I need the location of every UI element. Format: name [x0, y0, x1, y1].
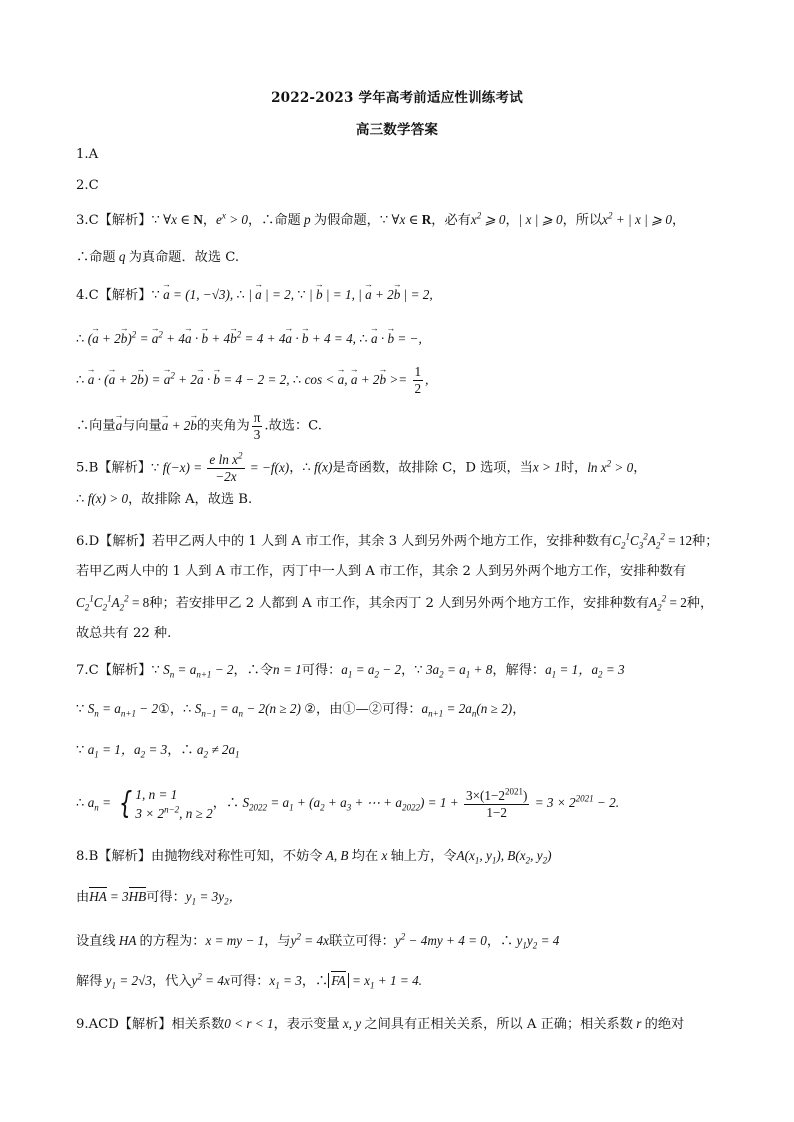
math-expr: $A_2^2 = 2$ [649, 593, 687, 613]
analysis-tag: 【解析】 [98, 213, 152, 228]
math-expr: $y^2 - 4my + 4 = 0$，∴ $y_1y_2 = 4$ [394, 931, 560, 951]
answer-8-line-4: 解得 $y_1 = 2√3$，代入$y^2 = 4x$可得：$x_1 = 3$，∴ FA = $x_1 + 1 = 4$. [76, 971, 422, 991]
answer-7-label: 7.C [76, 663, 99, 678]
math-expr: HA = 3HB [89, 889, 147, 904]
math-expr: $a_1 = 1$，$a_2 = 3$ [545, 662, 625, 680]
math-expr: ∴ f(x) [302, 459, 333, 475]
document-subtitle: 高三数学答案 [355, 122, 439, 138]
math-expr: A, B [322, 848, 352, 863]
answer-8-line-1: 8.B【解析】由抛物线对称性可知，不妨令 A, B 均在 x 轴上方，令$A(x_1$, $y_1$), $B(x_2$, $y_2$) [76, 848, 552, 866]
math-expr: x, y [339, 1016, 365, 1031]
answer-4-line-2 [76, 330, 422, 349]
answer-4-line-4: ∴向量→ a与向量→ a + 2→ b的夹角为 $\frac{\pi}{3}$ .故选：C. [76, 410, 322, 443]
math-expr: p [300, 212, 314, 227]
answer-7-line-1: 7.C【解析】∵ $S_n = a_{n+1} - 2$，∴令n = 1可得：$a_1 = a_2 - 2$，∵ $3a_2 = a_1 + 8$，解得：$a_1 = 1$，$a_2 = 3$ [76, 662, 625, 680]
math-expr: ∵ f(−x) = $\frac{e \ln x^2}{-2x}$ = −f(x) [151, 450, 290, 484]
answer-4-label: 4.C [76, 288, 99, 303]
answer-5-line-1: 5.B【解析】∵ f(−x) = $\frac{e \ln x^2}{-2x}$ = −f(x)，∴ f(x)是奇函数，故排除 C，D 选项，当x > 1时，$\ln x^2 > 0$， [76, 450, 647, 484]
answer-9-line-1: 9.ACD【解析】相关系数0 < r < 1，表示变量 x, y 之间具有正相关关系，所以 A 正确；相关系数 r 的绝对 [76, 1016, 685, 1032]
math-expr: r [632, 1016, 645, 1031]
math-expr: $y_1 = 3y_2$， [185, 889, 242, 907]
math-expr: FA = $x_1 + 1 = 4$. [328, 973, 422, 988]
math-expr: $\ln x^2 > 0$ [587, 458, 634, 475]
math-expr: $x_1 = 3$ [269, 973, 302, 991]
math-expr: $y_1 = 2√3$ [102, 973, 152, 991]
math-expr: $x^2$ ⩾ 0 [470, 210, 506, 227]
math-expr: 0 < r < 1 [224, 1016, 274, 1031]
math-expr: ∴ $a_n$ = { 1, n = 1 $3 \times 2^{n-2}$, n ≥ 2，∴ $S_{2022} = a_1 + (a_2 + a_3$ + ⋯ + $a_{2022}) = 1$ + $\frac{3\times(1-2^{2021})}{1-2}$ = $3 \times 2^{2021} - 2$. [76, 786, 620, 821]
math-expr: $\frac{\pi}{3}$ [253, 410, 261, 442]
math-expr: q [115, 249, 129, 264]
math-expr: $y^2 = 4x$ [191, 971, 230, 988]
math-expr: ∴ (→ a + 2→ b)$^2$ = → $a^2 + 4\to a$ · → $b + 4\to b^2 = 4 + 4\to a$ · → b + 4 = 4, ∴ → a · → b = −, [76, 331, 422, 346]
answer-9-label: 9.ACD [76, 1017, 119, 1032]
answer-6-label: 6.D [76, 534, 100, 549]
analysis-tag: 【解析】 [99, 534, 152, 549]
math-expr: $a_1 = a_2 - 2$ [341, 662, 402, 680]
math-expr: ∵ → a = (1, −√3), ∴ | → a | = 2, ∵ | → b | = 1, | → a + 2→ b | = 2, [151, 287, 432, 302]
math-expr: $x^2$ + | x | ⩾ 0 [602, 210, 672, 227]
math-expr: $y^2 = 4x$ [290, 931, 329, 948]
answer-8-label: 8.B [76, 849, 99, 864]
analysis-tag: 【解析】 [118, 1017, 172, 1032]
math-expr: n = 1 [273, 662, 302, 677]
analysis-tag: 【解析】 [98, 288, 152, 303]
math-expr: ∵ $3a_2 = a_1 + 8$ [414, 662, 493, 680]
math-expr: $A(x_1$, $y_1$), $B(x_2$, $y_2$) [456, 848, 552, 866]
analysis-tag: 【解析】 [98, 849, 152, 864]
math-expr: $a_{n+1} = 2a_n(n \ge 2)$ [421, 701, 513, 719]
answer-5-label: 5.B [76, 460, 99, 476]
math-expr: ∵ $S_n = a_{n+1}$ − 2①，∴ $S_{n-1} = a_n - 2(n \ge 2)$ ② [76, 701, 317, 719]
math-expr: ∴ → a · (→ a + 2→ b) = → $a^2 + 2\to a$ · → b = 4 − 2 = 2, ∴ cos < → a, → a + 2→ b >= $\frac{1}{2}$ , [76, 372, 428, 387]
answer-7-line-2: ∵ $S_n = a_{n+1}$ − 2①，∴ $S_{n-1} = a_n - 2(n \ge 2)$ ②，由①—②可得：$a_{n+1} = 2a_n(n \ge 2)$， [76, 701, 526, 719]
answer-6-line-2: 若甲乙两人中的 1 人到 A 市工作，丙丁中一人到 A 市工作，其余 2 人到另外两个地方工作，安排种数有 [76, 564, 687, 579]
math-expr: ∴ f(x) > 0 [76, 491, 129, 506]
answer-1: 1.A [76, 147, 99, 162]
answer-4-line-3 [76, 364, 428, 397]
analysis-tag: 【解析】 [98, 460, 152, 476]
answer-3-line-1: 3.C【解析】∵ ∀x ∈ N，$e^x > 0$，∴命题 p 为假命题，∵ ∀x ∈ R，必有$x^2$ ⩾ 0，| x | ⩾ 0，所以$x^2$ + | x | ⩾ 0， [76, 210, 686, 228]
math-expr: x > 1 [532, 459, 561, 475]
math-expr: x [378, 848, 391, 863]
answer-6-line-4: 故总共有 22 种. [76, 626, 172, 641]
math-expr: ∵ $S_n = a_{n+1} - 2$ [151, 662, 234, 680]
math-expr: → a [116, 418, 123, 433]
answer-5-line-2: ∴ f(x) > 0，故排除 A，故选 B. [76, 491, 253, 507]
math-expr: ∵ $a_1 = 1$，$a_2 = 3$，∴ $a_2 \ne 2a_1$ [76, 742, 240, 760]
answer-8-line-3: 设直线 HA 的方程为：x = my − 1，与$y^2 = 4x$联立可得：$y^2 - 4my + 4 = 0$，∴ $y_1y_2 = 4$ [76, 931, 560, 951]
math-expr: $e^x > 0$ [216, 210, 248, 227]
answer-7-line-4 [76, 785, 619, 823]
math-expr: HA [115, 933, 140, 948]
answer-7-line-3 [76, 741, 240, 760]
math-expr: → a + 2→ b [162, 418, 197, 433]
answer-4-line-1 [76, 286, 433, 305]
answer-6-line-1: 6.D【解析】若甲乙两人中的 1 人到 A 市工作，其余 3 人到另外两个地方工作，安排种数有$C_2^1C_3^2A_2^2 = 12$种； [76, 531, 719, 551]
math-expr: $C_2^1C_2^1A_2^2 = 8$ [76, 593, 150, 613]
answer-2: 2.C [76, 178, 99, 193]
analysis-tag: 【解析】 [98, 663, 152, 678]
math-expr: $C_2^1C_3^2A_2^2 = 12$ [612, 531, 693, 551]
math-expr: x = my − 1 [205, 933, 265, 948]
math-expr: | x | ⩾ 0 [518, 212, 563, 227]
answer-6-line-3: $C_2^1C_2^1A_2^2 = 8$种；若安排甲乙 2 人都到 A 市工作，其余丙丁 2 人到另外两个地方工作，安排种数有$A_2^2 = 2$种， [76, 593, 714, 613]
answer-3-line-2: ∴命题 q 为真命题．故选 C. [76, 249, 240, 265]
document-title: 2022-2023 学年高考前适应性训练考试 [271, 90, 523, 106]
math-expr: ∵ ∀x ∈ N [151, 212, 203, 227]
math-expr: ∵ ∀x ∈ R [379, 212, 432, 227]
answer-8-line-2: 由HA = 3HB可得：$y_1 = 3y_2$， [76, 889, 242, 907]
answer-3-label: 3.C [76, 213, 99, 228]
